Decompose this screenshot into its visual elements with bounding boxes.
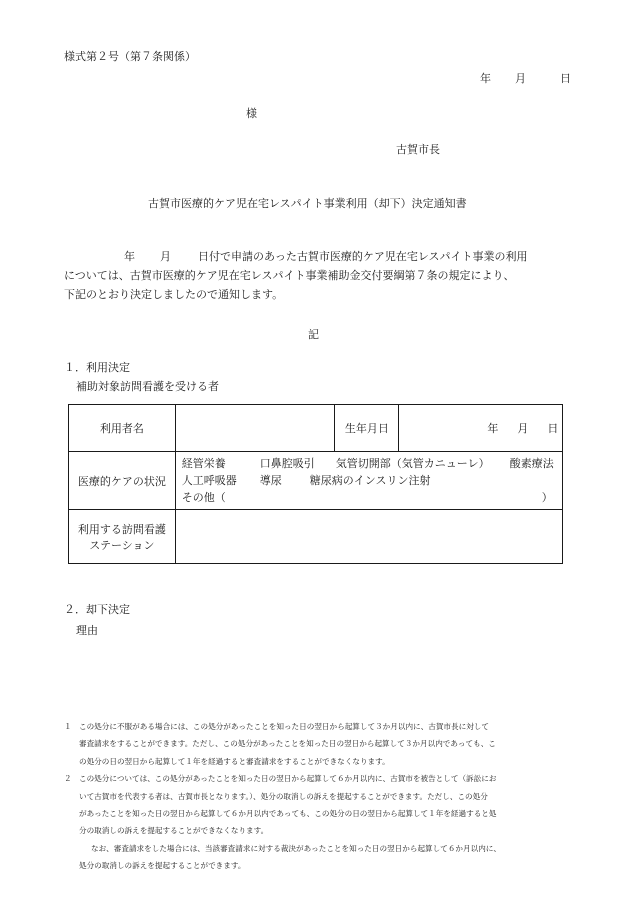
body-line1: 日付で申請のあった古賀市医療的ケア児在宅レスパイト事業の利用 xyxy=(198,250,528,263)
care-status-options xyxy=(175,452,562,510)
recipient-suffix: 様 xyxy=(246,107,257,120)
body-year: 年 xyxy=(124,250,135,263)
note-2-line-4: 分の取消しの訴えを提起することができなくなります。 xyxy=(79,826,269,836)
section-1-heading: １．利用決定 xyxy=(64,361,130,374)
section-2-subheading: 理由 xyxy=(76,624,98,637)
station-label xyxy=(69,510,176,564)
care-option-tube-feeding: 経管栄養 xyxy=(181,457,226,470)
station-value xyxy=(175,510,562,564)
recipient-info-table xyxy=(68,404,563,564)
care-option-tracheostomy: 気管切開部（気管カニューレ） xyxy=(335,457,490,470)
body-month: 月 xyxy=(160,250,171,263)
row-station xyxy=(69,510,563,564)
care-option-oxygen: 酸素療法 xyxy=(509,457,554,470)
document-title: 古賀市医療的ケア児在宅レスパイト事業利用（却下）決定通知書 xyxy=(148,197,467,210)
care-status-label: 医療的ケアの状況 xyxy=(69,452,176,510)
station-label-line1: 利用する訪問看護 xyxy=(77,522,166,536)
station-label-line2: ステーション xyxy=(89,538,155,552)
note-2-line-6: 処分の取消しの訴えを提起することができます。 xyxy=(79,861,246,871)
user-name-label: 利用者名 xyxy=(69,405,176,452)
birthdate-label: 生年月日 xyxy=(335,405,399,452)
issuer: 古賀市長 xyxy=(396,143,440,156)
birth-day: 日 xyxy=(547,422,559,435)
body-line3: 下記のとおり決定しましたので通知します。 xyxy=(64,288,284,301)
row-care-status xyxy=(69,452,563,510)
care-option-ventilator: 人工呼吸器 xyxy=(181,474,237,487)
note-2-line-3: があったことを知った日の翌日から起算して６か月以内であっても、この処分の日の翌日から起算して１年を経過すると処 xyxy=(79,808,497,818)
row-user-name xyxy=(69,405,563,452)
care-option-other: その他（ xyxy=(181,491,226,504)
note-2-line-5: なお、審査請求をした場合には、当該審査請求に対する裁決があったことを知った日の翌日から起算して６か月以内に、 xyxy=(91,843,501,853)
notice-body xyxy=(64,247,572,304)
care-option-suction: 口鼻腔吸引 xyxy=(259,457,315,470)
section-1-subheading: 補助対象訪問看護を受ける者 xyxy=(76,380,219,393)
note-1-line-3: の処分の日の翌日から起算して１年を経過すると審査請求をすることができなくなります。 xyxy=(79,756,390,766)
care-row-3 xyxy=(182,489,562,506)
issue-date-day: 日 xyxy=(560,72,571,85)
care-option-catheter: 導尿 xyxy=(259,474,282,487)
note-2-number: ２ xyxy=(64,774,72,784)
care-row-1 xyxy=(182,455,562,472)
note-1-line-1: この処分に不服がある場合には、この処分があったことを知った日の翌日から起算して３か月以内に、古賀市長に対して xyxy=(79,722,489,731)
form-number: 様式第２号（第７条関係） xyxy=(64,50,196,63)
note-2-line-1: この処分については、この処分があったことを知った日の翌日から起算して６か月以内に、古賀市を被告として（訴訟にお xyxy=(79,774,497,784)
body-line2: については、古賀市医療的ケア児在宅レスパイト事業補助金交付要綱第７条の規定により、 xyxy=(64,269,515,282)
care-option-insulin: 糖尿病のインスリン注射 xyxy=(309,474,431,487)
note-1-line-2: 審査請求をすることができます。ただし、この処分があったことを知った日の翌日から起算して３か月以内であっても、こ xyxy=(79,739,496,749)
issue-date-month: 月 xyxy=(515,72,526,85)
user-name-value xyxy=(175,405,335,452)
issue-date-year: 年 xyxy=(480,72,491,85)
note-1-number: １ xyxy=(64,722,72,731)
birth-year: 年 xyxy=(487,422,499,435)
birth-month: 月 xyxy=(517,422,529,435)
care-option-other-close: ） xyxy=(541,491,553,504)
appeal-notes xyxy=(64,718,574,875)
ki-heading: 記 xyxy=(308,328,319,341)
note-2-line-2: いて古賀市を代表する者は、古賀市長となります。）、処分の取消しの訴えを提起することができます。ただし、この処分 xyxy=(79,791,488,801)
section-2-heading: ２．却下決定 xyxy=(64,603,130,616)
care-row-2 xyxy=(182,472,562,489)
birthdate-value xyxy=(399,405,563,452)
